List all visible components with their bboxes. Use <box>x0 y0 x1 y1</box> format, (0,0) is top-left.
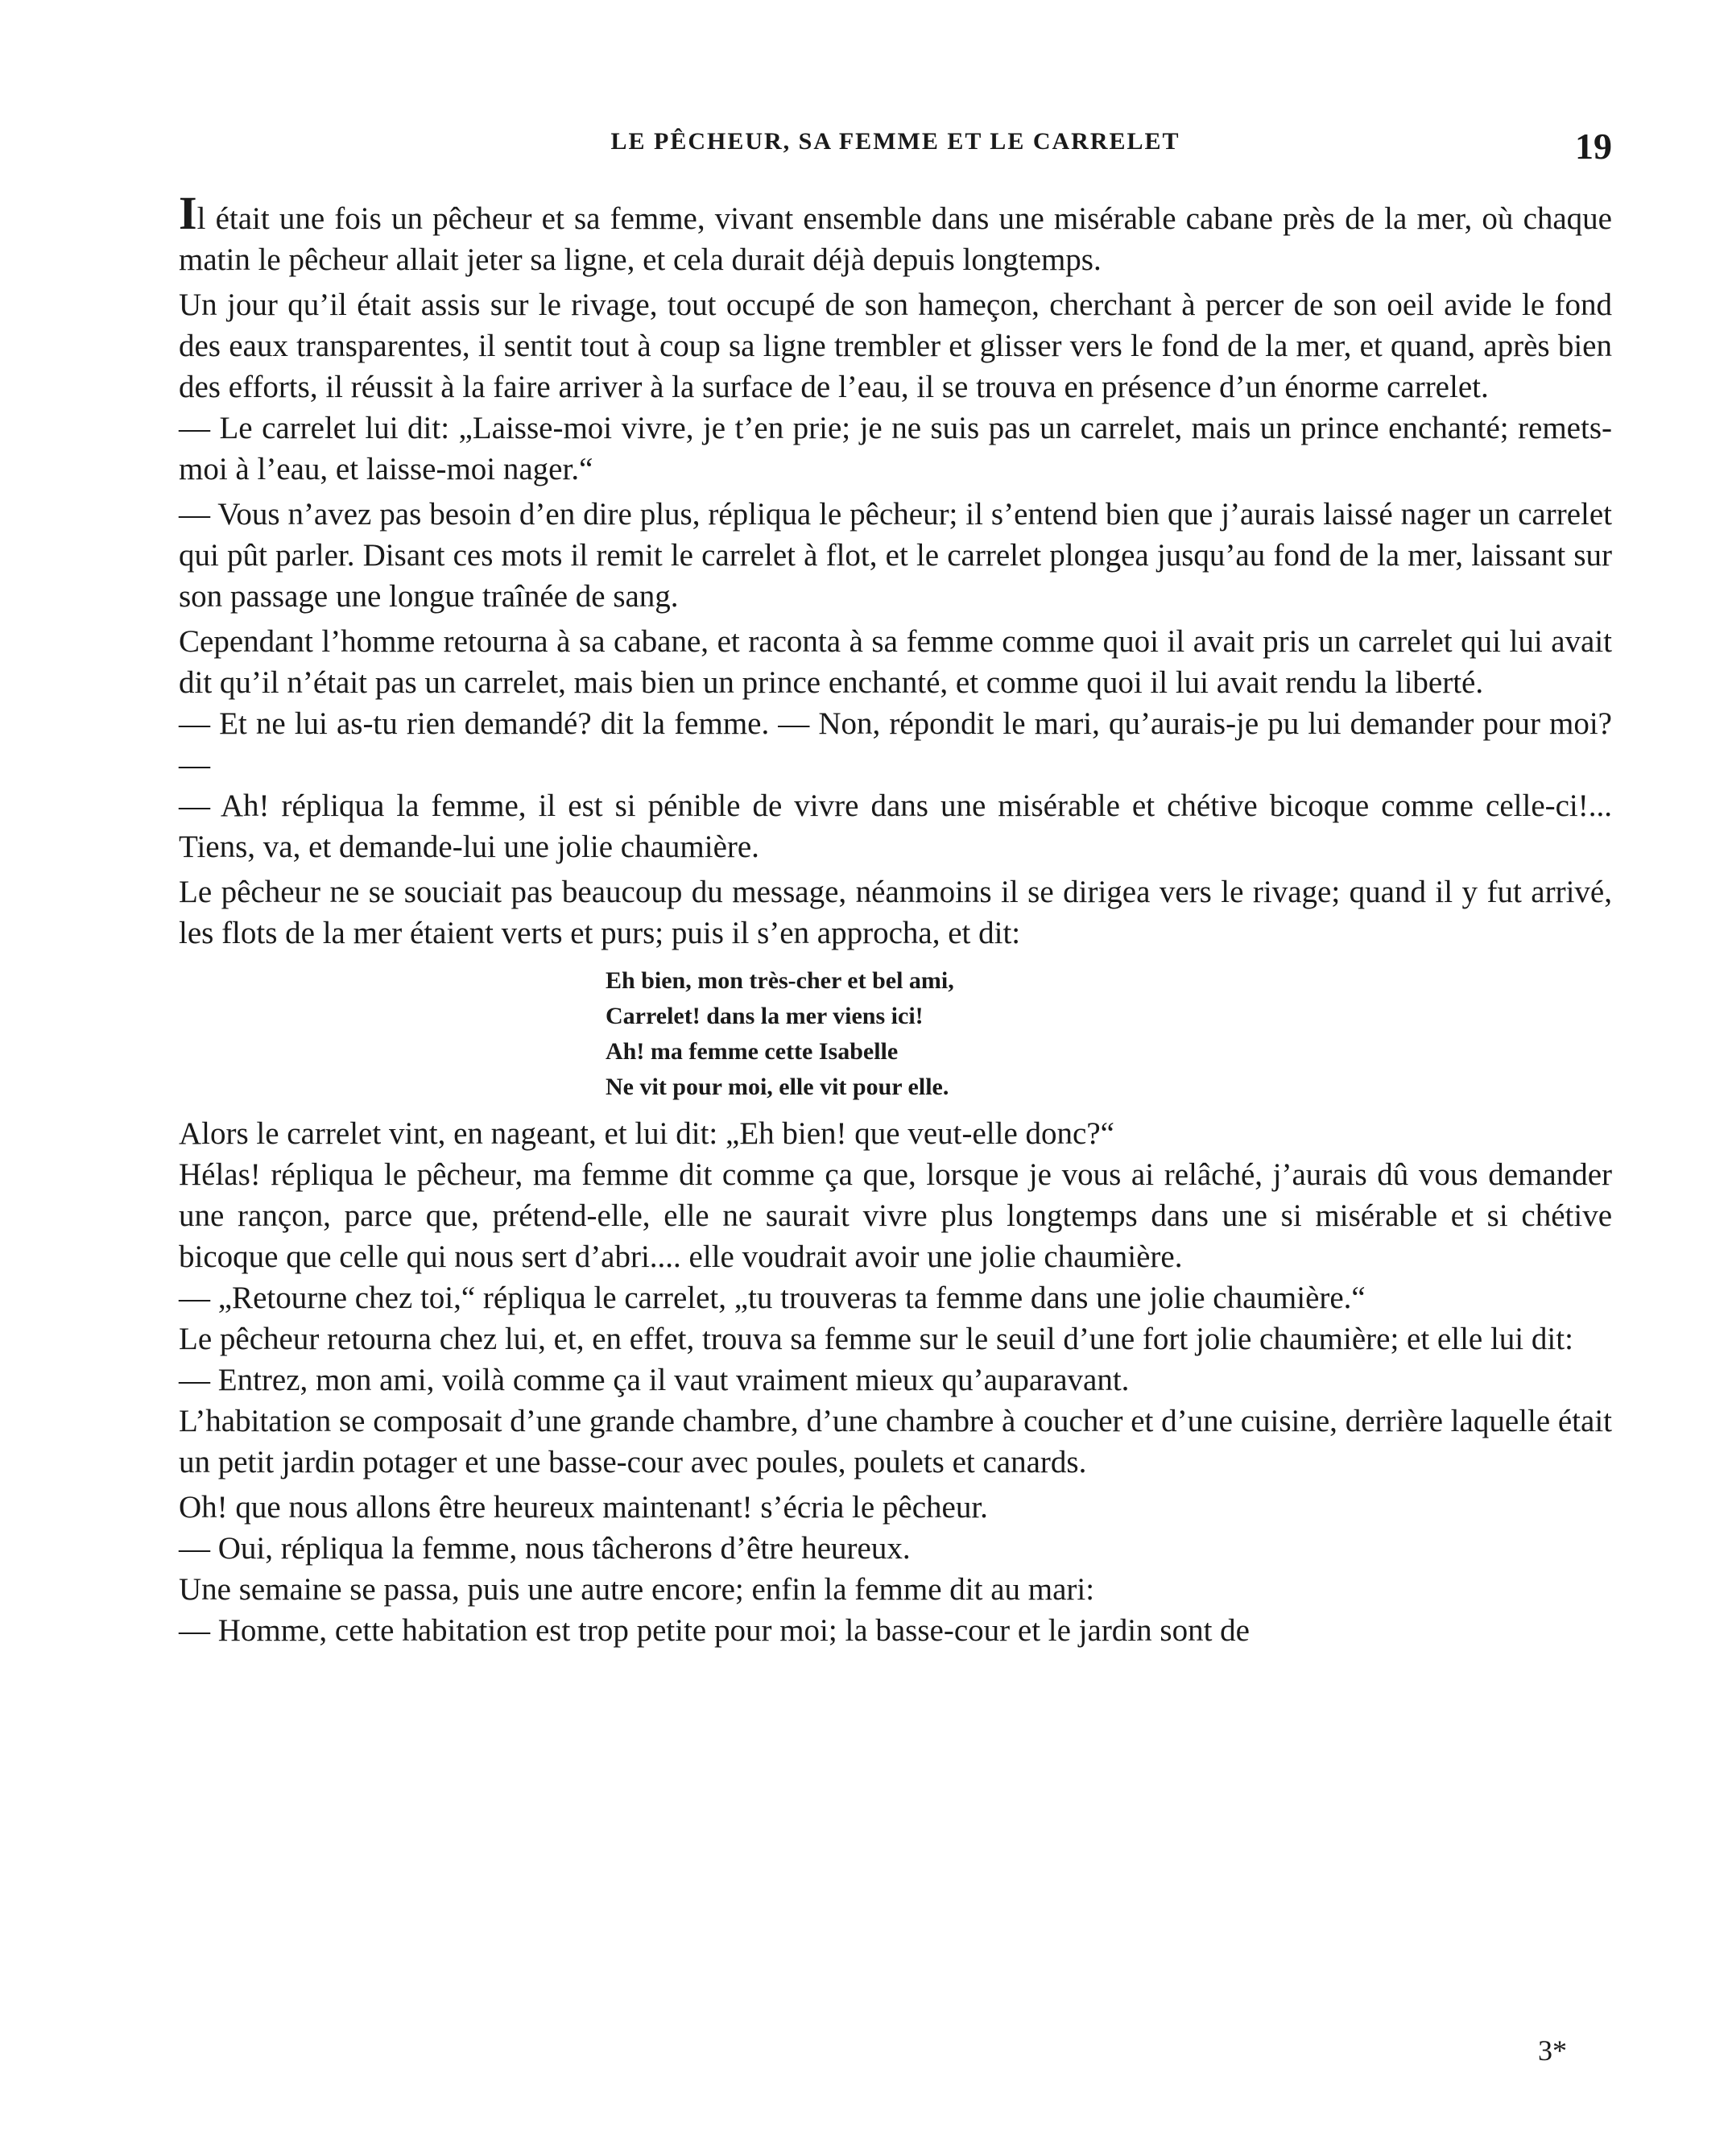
paragraph-2: Un jour qu’il était assis sur le rivage, tout occupé de son hameçon, cherchant à percer de son oeil avide le fond des eaux transparentes, il sentit tout à coup sa ligne trembler et glisser vers le fond de la mer, et quand, après bien des efforts, il réussit à la faire arriver à la surface de l’eau, il se trouva en présence d’un énorme carrelet. <box>179 288 1612 404</box>
paragraph-6: — Et ne lui as-tu rien demandé? dit la femme. — Non, répondit le mari, qu’aurais-je pu lui demander pour moi? — <box>179 706 1612 782</box>
page-number: 19 <box>1575 126 1612 167</box>
page-header <box>179 125 1612 173</box>
paragraph-5: Cependant l’homme retourna à sa cabane, et raconta à sa femme comme quoi il avait pris un carrelet qui lui avait dit qu’il n’était pas un carrelet, mais bien un prince enchanté, et comme quoi il lui avait rendu la liberté. <box>179 624 1612 700</box>
paragraph-3: — Le carrelet lui dit: „Laisse-moi vivre, je t’en prie; je ne suis pas un carrelet, mais un prince enchanté; remets-moi à l’eau, et laisse-moi nager.“ <box>179 411 1612 486</box>
paragraph-11: — „Retourne chez toi,“ répliqua le carrelet, „tu trouveras ta femme dans une jolie chaumière.“ <box>179 1281 1366 1315</box>
paragraph-16: — Oui, répliqua la femme, nous tâcherons d’être heureux. <box>179 1531 911 1566</box>
paragraph-8: Le pêcheur ne se souciait pas beaucoup du message, néanmoins il se dirigea vers le rivage; quand il y fut arrivé, les flots de la mer étaient verts et purs; puis il s’en approcha, et dit: <box>179 875 1612 950</box>
paragraph-12: Le pêcheur retourna chez lui, et, en effet, trouva sa femme sur le seuil d’une fort jolie chaumière; et elle lui dit: <box>179 1322 1573 1356</box>
verse-block <box>179 963 1612 1105</box>
paragraph-9: Alors le carrelet vint, en nageant, et lui dit: „Eh bien! que veut-elle donc?“ <box>179 1116 1114 1151</box>
paragraph-10: Hélas! répliqua le pêcheur, ma femme dit comme ça que, lorsque je vous ai relâché, j’aurais dû vous demander une rançon, parce que, prétend-elle, elle ne saurait vivre plus longtemps dans une si misérable et si chétive bicoque que celle qui nous sert d’abri.... elle voudrait avoir une jolie chaumière. <box>179 1157 1612 1274</box>
verse-line: Carrelet! dans la mer viens ici! <box>606 1003 924 1029</box>
paragraph-14: L’habitation se composait d’une grande chambre, d’une chambre à coucher et d’une cuisine, derrière laquelle était un petit jardin potager et une basse-cour avec poules, poulets et canards. <box>179 1404 1612 1479</box>
paragraph-15: Oh! que nous allons être heureux maintenant! s’écria le pêcheur. <box>179 1490 988 1525</box>
paragraph-18: — Homme, cette habitation est trop petite pour moi; la basse-cour et le jardin sont de <box>179 1613 1250 1648</box>
paragraph-1: Il était une fois un pêcheur et sa femme, vivant ensemble dans une misérable cabane près de la mer, où chaque matin le pêcheur allait jeter sa ligne, et cela durait déjà depuis longtemps. <box>179 187 1612 277</box>
signature-mark: 3* <box>1538 2034 1567 2067</box>
paragraph-7: — Ah! répliqua la femme, il est si pénible de vivre dans une misérable et chétive bicoque comme celle-ci!... Tiens, va, et demande-lui une jolie chaumière. <box>179 788 1612 864</box>
paragraph-17: Une semaine se passa, puis une autre encore; enfin la femme dit au mari: <box>179 1572 1095 1607</box>
paragraph-13: — Entrez, mon ami, voilà comme ça il vaut vraiment mieux qu’auparavant. <box>179 1363 1130 1397</box>
verse-line: Ah! ma femme cette Isabelle <box>606 1038 899 1065</box>
story-text <box>179 187 1612 1651</box>
drop-cap: I <box>179 187 197 239</box>
running-title: LE PÊCHEUR, SA FEMME ET LE CARRELET <box>610 128 1180 155</box>
verse-line: Eh bien, mon très-cher et bel ami, <box>606 967 954 994</box>
verse-line: Ne vit pour moi, elle vit pour elle. <box>606 1074 949 1100</box>
paragraph-4: — Vous n’avez pas besoin d’en dire plus, répliqua le pêcheur; il s’entend bien que j’aurais laissé nager un carrelet qui pût parler. Disant ces mots il remit le carrelet à flot, et le carrelet plongea jusqu’au fond de la mer, laissant sur son passage une longue traînée de sang. <box>179 497 1612 614</box>
